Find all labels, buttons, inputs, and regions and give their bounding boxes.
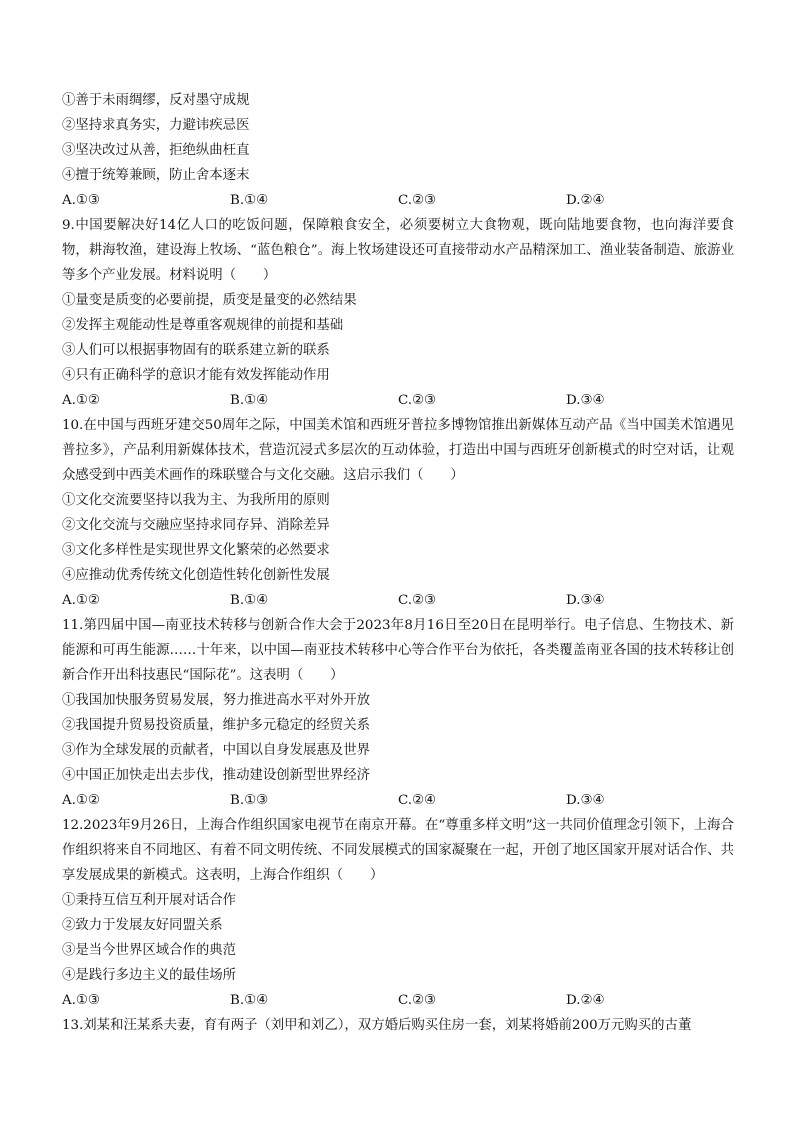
option-a[interactable]: A.①② — [62, 393, 100, 408]
option-b[interactable]: B.①④ — [230, 393, 269, 408]
question-stem: 12.2023年9月26日，上海合作组织国家电视节在南京开幕。在“尊重多样文明”这一共同价值理念引领下，上海合作组织将来自不同地区、有着不同文明传统、不同发展模式的国家凝聚在一起，开创了地区国家开展对话合作、共享发展成果的新模式。这表明，上海合作组织（ ） — [62, 818, 734, 883]
statement-3: ③坚决改过从善，拒绝纵曲枉直 — [62, 143, 250, 158]
question-11 — [62, 613, 734, 813]
statement-3: ③作为全球发展的贡献者，中国以自身发展惠及世界 — [62, 743, 370, 758]
question-9 — [62, 213, 734, 413]
question-stem: 11.第四届中国—南亚技术转移与创新合作大会于2023年8月16日至20日在昆明举行。电子信息、生物技术、新能源和可再生能源……十年来，以中国—南亚技术转移中心等合作平台为依托，各类覆盖南亚各国的技术转移让创新合作开出科技惠民“国际花”。这表明（ ） — [62, 618, 734, 683]
option-b[interactable]: B.①④ — [230, 193, 269, 208]
option-a[interactable]: A.①② — [62, 593, 100, 608]
answer-options — [62, 188, 734, 213]
statement-4: ④擅于统筹兼顾，防止舍本逐末 — [62, 168, 250, 183]
statement-2: ②致力于发展友好同盟关系 — [62, 918, 223, 933]
statement-2: ②文化交流与交融应坚持求同存异、消除差异 — [62, 518, 330, 533]
option-c[interactable]: C.②④ — [398, 793, 437, 808]
option-d[interactable]: D.②④ — [566, 993, 605, 1008]
statement-4: ④是践行多边主义的最佳场所 — [62, 968, 237, 983]
option-a[interactable]: A.①③ — [62, 993, 100, 1008]
statement-2: ②发挥主观能动性是尊重客观规律的前提和基础 — [62, 318, 344, 333]
option-a[interactable]: A.①② — [62, 793, 100, 808]
statement-3: ③是当今世界区域合作的典范 — [62, 943, 237, 958]
statement-3: ③人们可以根据事物固有的联系建立新的联系 — [62, 343, 330, 358]
option-b[interactable]: B.①④ — [230, 593, 269, 608]
answer-options — [62, 588, 734, 613]
statement-2: ②坚持求真务实，力避讳疾忌医 — [62, 118, 250, 133]
option-c[interactable]: C.②③ — [398, 193, 437, 208]
option-d[interactable]: D.②④ — [566, 193, 605, 208]
option-a[interactable]: A.①③ — [62, 193, 100, 208]
question-8 — [62, 88, 734, 213]
question-stem: 10.在中国与西班牙建交50周年之际，中国美术馆和西班牙普拉多博物馆推出新媒体互动产品《当中国美术馆遇见普拉多》，产品利用新媒体技术，营造沉浸式多层次的互动体验，打造出中国与西班牙创新模式的时空对话，让观众感受到中西美术画作的珠联璧合与文化交融。这启示我们（ ） — [62, 418, 734, 483]
statement-4: ④只有正确科学的意识才能有效发挥能动作用 — [62, 368, 330, 383]
question-10 — [62, 413, 734, 613]
option-b[interactable]: B.①③ — [230, 793, 269, 808]
question-12 — [62, 813, 734, 1013]
option-c[interactable]: C.②③ — [398, 593, 437, 608]
answer-options — [62, 988, 734, 1013]
statement-3: ③文化多样性是实现世界文化繁荣的必然要求 — [62, 543, 330, 558]
option-b[interactable]: B.①④ — [230, 993, 269, 1008]
question-stem: 9.中国要解决好14亿人口的吃饭问题，保障粮食安全，必须要树立大食物观，既向陆地要食物，也向海洋要食物，耕海牧渔，建设海上牧场、“蓝色粮仓”。海上牧场建设还可直接带动水产品精深加工、渔业装备制造、旅游业等多个产业发展。材料说明（ ） — [62, 218, 734, 283]
statement-1: ①我国加快服务贸易发展，努力推进高水平对外开放 — [62, 693, 370, 708]
question-list — [62, 88, 734, 1038]
statement-1: ①量变是质变的必要前提，质变是量变的必然结果 — [62, 293, 357, 308]
statement-4: ④中国正加快走出去步伐，推动建设创新型世界经济 — [62, 768, 370, 783]
statement-4: ④应推动优秀传统文化创造性转化创新性发展 — [62, 568, 330, 583]
option-d[interactable]: D.③④ — [566, 393, 605, 408]
statement-1: ①善于未雨绸缪，反对墨守成规 — [62, 93, 250, 108]
option-c[interactable]: C.②③ — [398, 393, 437, 408]
answer-options — [62, 788, 734, 813]
answer-options — [62, 388, 734, 413]
option-c[interactable]: C.②③ — [398, 993, 437, 1008]
statement-2: ②我国提升贸易投资质量，维护多元稳定的经贸关系 — [62, 718, 370, 733]
question-13 — [62, 1013, 734, 1038]
option-d[interactable]: D.③④ — [566, 593, 605, 608]
statement-1: ①文化交流要坚持以我为主、为我所用的原则 — [62, 493, 330, 508]
option-d[interactable]: D.③④ — [566, 793, 605, 808]
statement-1: ①秉持互信互利开展对话合作 — [62, 893, 237, 908]
question-stem: 13.刘某和汪某系夫妻，育有两子（刘甲和刘乙），双方婚后购买住房一套，刘某将婚前200万元购买的古董 — [62, 1018, 692, 1033]
